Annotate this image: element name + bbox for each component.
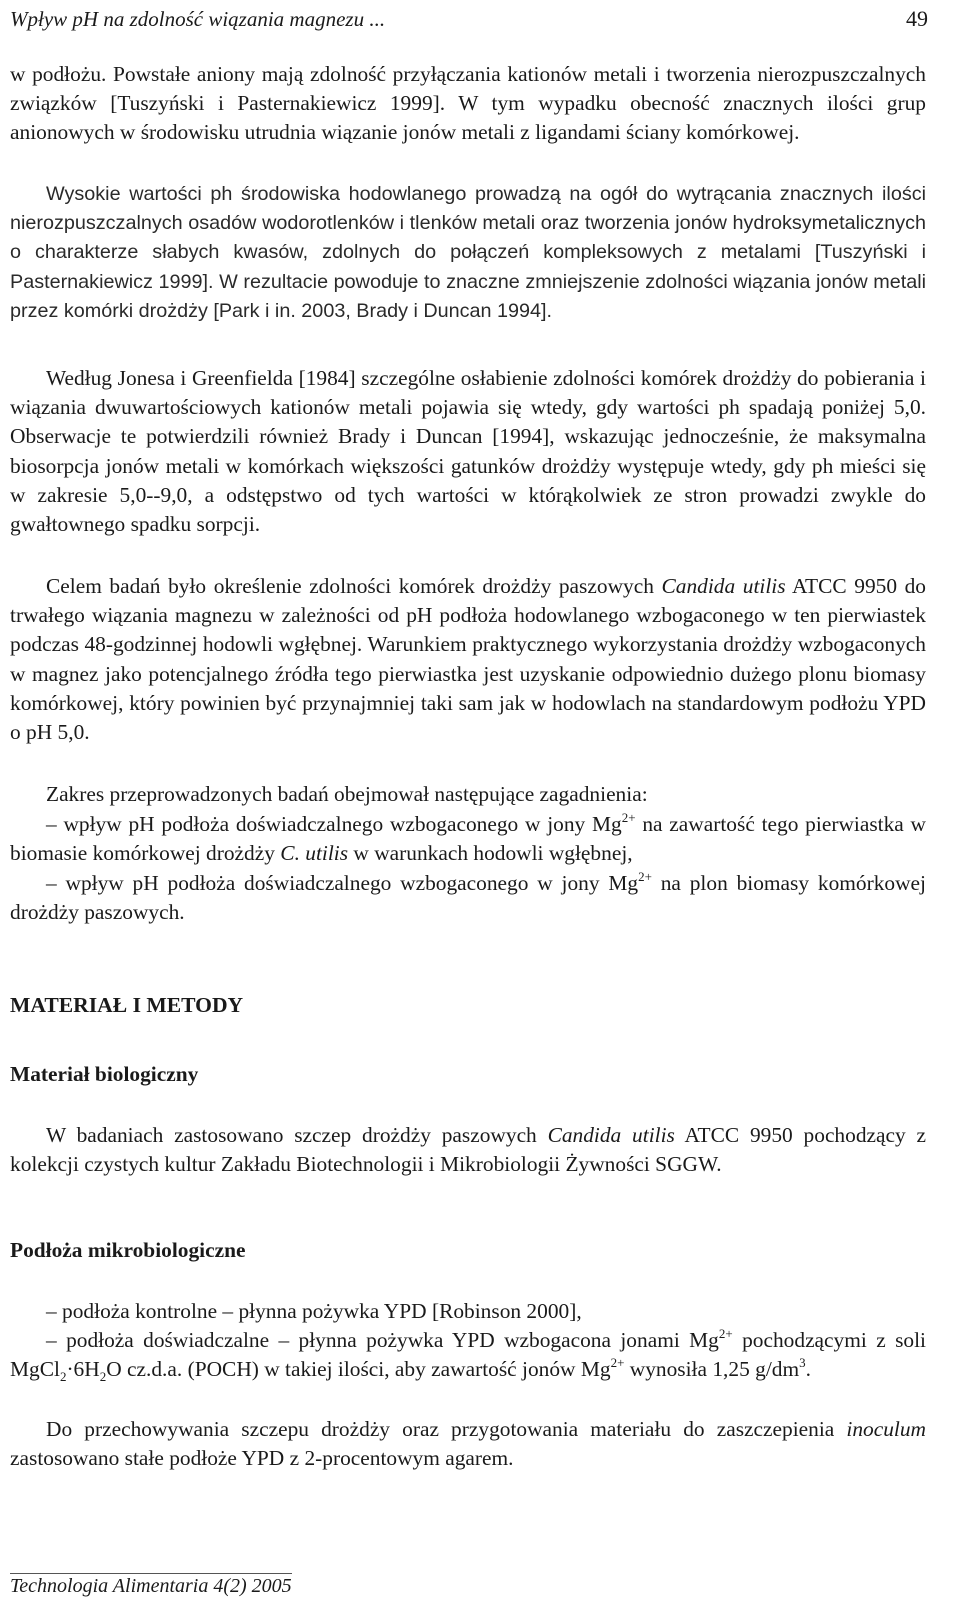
paragraph-strain: [10, 1121, 926, 1179]
paragraph-aim: [10, 572, 926, 747]
inoculum-term: inoculum: [846, 1417, 926, 1441]
species-name: Candida utilis: [661, 574, 786, 598]
running-title: Wpływ pH na zdolność wiązania magnezu ...: [10, 6, 386, 31]
superscript: 2+: [621, 810, 636, 825]
bullet-biomass: [10, 869, 926, 927]
paragraph-strain-text-1: W badaniach zastosowano szczep drożdży paszowych: [46, 1123, 548, 1147]
journal-footer: Technologia Alimentaria 4(2) 2005: [10, 1575, 292, 1597]
subscript: 2: [59, 1369, 67, 1385]
species-abbrev: C. utilis: [280, 841, 349, 866]
subheading-biological-material: Materiał biologiczny: [10, 1062, 199, 1086]
subheading-media: Podłoża mikrobiologiczne: [10, 1238, 246, 1262]
bullet-experimental-media-text-6: .: [805, 1357, 811, 1382]
bullet-control-media-text: – podłoża kontrolne – płynna pożywka YPD [Robinson 2000],: [46, 1299, 582, 1323]
bullet-biomass-text-2: na plon biomasy komórkowej drożdży paszowych.: [10, 871, 926, 925]
species-name: Candida utilis: [547, 1123, 675, 1147]
bullet-experimental-media: [10, 1326, 926, 1384]
paragraph-jones: [10, 364, 926, 539]
superscript: 3: [799, 1355, 806, 1371]
bullet-mg-content-text-2: na zawartość tego pierwiastka w biomasie komórkowej drożdży: [10, 812, 926, 866]
paragraph-storage-text-1: Do przechowywania szczepu drożdży oraz przygotowania materiału do zaszczepienia: [46, 1417, 847, 1441]
paragraph-intro-text: w podłożu. Powstałe aniony mają zdolność przyłączania kationów metali i tworzenia nierozpuszczalnych związków [Tuszyński i Pasternakiewicz 1999]. W tym wypadku obecność znacznych ilości grup anionowych w środowisku utrudnia wiązanie jonów metali z ligandami ściany komórkowej.: [10, 62, 926, 145]
bullet-experimental-media-text-3: ·6H: [66, 1357, 100, 1382]
bullet-mg-content-text-1: – wpływ pH podłoża doświadczalnego wzbogaconego w jony Mg: [46, 812, 622, 836]
paragraph-aim-text-1: Celem badań było określenie zdolności komórek drożdży paszowych: [46, 574, 662, 598]
bullet-mg-content: [10, 810, 926, 868]
paragraph-scope-text: Zakres przeprowadzonych badań obejmował następujące zagadnienia:: [46, 782, 648, 806]
bullet-experimental-media-text-5: wynosiła 1,25 g/dm: [624, 1357, 800, 1382]
paragraph-high-ph-text: Wysokie wartości ph środowiska hodowlanego prowadzą na ogół do wytrącania znacznych ilości nierozpuszczalnych osadów wodorotlenków i tlenków metali oraz tworzenia jonów hydroksymetalicznych o charakterze słabych kwasów, zdolnych do połączeń kompleksowych z metalami [Tuszyński i Pasternakiewicz 1999]. W rezultacie powoduje to znaczne zmniejszenie zdolności wiązania jonów metali przez komórki drożdży [Park i in. 2003, Brady i Duncan 1994].: [10, 183, 926, 322]
paragraph-storage: [10, 1415, 926, 1473]
bullet-control-media: [10, 1297, 926, 1326]
running-header: [10, 2, 928, 36]
paragraph-scope: [10, 780, 926, 809]
paragraph-storage-text-2: zastosowano stałe podłoże YPD z 2-procentowym agarem.: [10, 1446, 514, 1471]
bullet-mg-content-text-3: w warunkach hodowli wgłębnej,: [348, 841, 633, 866]
bullet-experimental-media-text-4: O cz.d.a. (POCH) w takiej ilości, aby zawartość jonów Mg: [106, 1357, 611, 1382]
section-heading: MATERIAŁ I METODY: [10, 993, 244, 1017]
bullet-biomass-text-1: – wpływ pH podłoża doświadczalnego wzbogaconego w jony Mg: [46, 871, 639, 895]
superscript: 2+: [610, 1355, 625, 1371]
paragraph-high-ph: [10, 180, 926, 326]
superscript: 2+: [638, 869, 652, 884]
bullet-experimental-media-text-2: pochodzącymi z soli MgCl: [10, 1328, 926, 1382]
subscript: 2: [99, 1369, 107, 1385]
bullet-experimental-media-text-1: – podłoża doświadczalne – płynna pożywka YPD wzbogacona jonami Mg: [46, 1328, 719, 1352]
footer-rule: [10, 1573, 292, 1574]
paragraph-strain-text-2: ATCC 9950 pochodzący z kolekcji czystych kultur Zakładu Biotechnologii i Mikrobiologii Żywności SGGW.: [10, 1123, 926, 1177]
paragraph-jones-text: Według Jonesa i Greenfielda [1984] szczególne osłabienie zdolności komórek drożdży do pobierania i wiązania dwuwartościowych kationów metali pojawia się wtedy, gdy wartości ph spadają poniżej 5,0. Obserwacje te potwierdzili również Brady i Duncan [1994], wskazując jednocześnie, że maksymalna biosorpcja jonów metali w komórkach większości gatunków drożdży występuje wtedy, gdy ph mieści się w zakresie 5,0--9,0, a odstępstwo od tych wartości w którąkolwiek ze stron prowadzi zwykle do gwałtownego spadku sorpcji.: [10, 366, 926, 537]
paragraph-intro: [10, 60, 926, 148]
page-number: 49: [906, 6, 928, 31]
paragraph-aim-text-2: ATCC 9950 do trwałego wiązania magnezu w zależności od pH podłoża hodowlanego wzbogaconego w ten pierwiastek podczas 48-godzinnej hodowli wgłębnej. Warunkiem praktycznego wykorzystania drożdży wzbogaconych w magnez jako potencjalnego źródła tego pierwiastka jest uzyskanie odpowiednio dużego plonu biomasy komórkowej, który powinien być przynajmniej taki sam jak w hodowlach na standardowym podłożu YPD o pH 5,0.: [10, 574, 927, 745]
superscript: 2+: [718, 1326, 733, 1341]
